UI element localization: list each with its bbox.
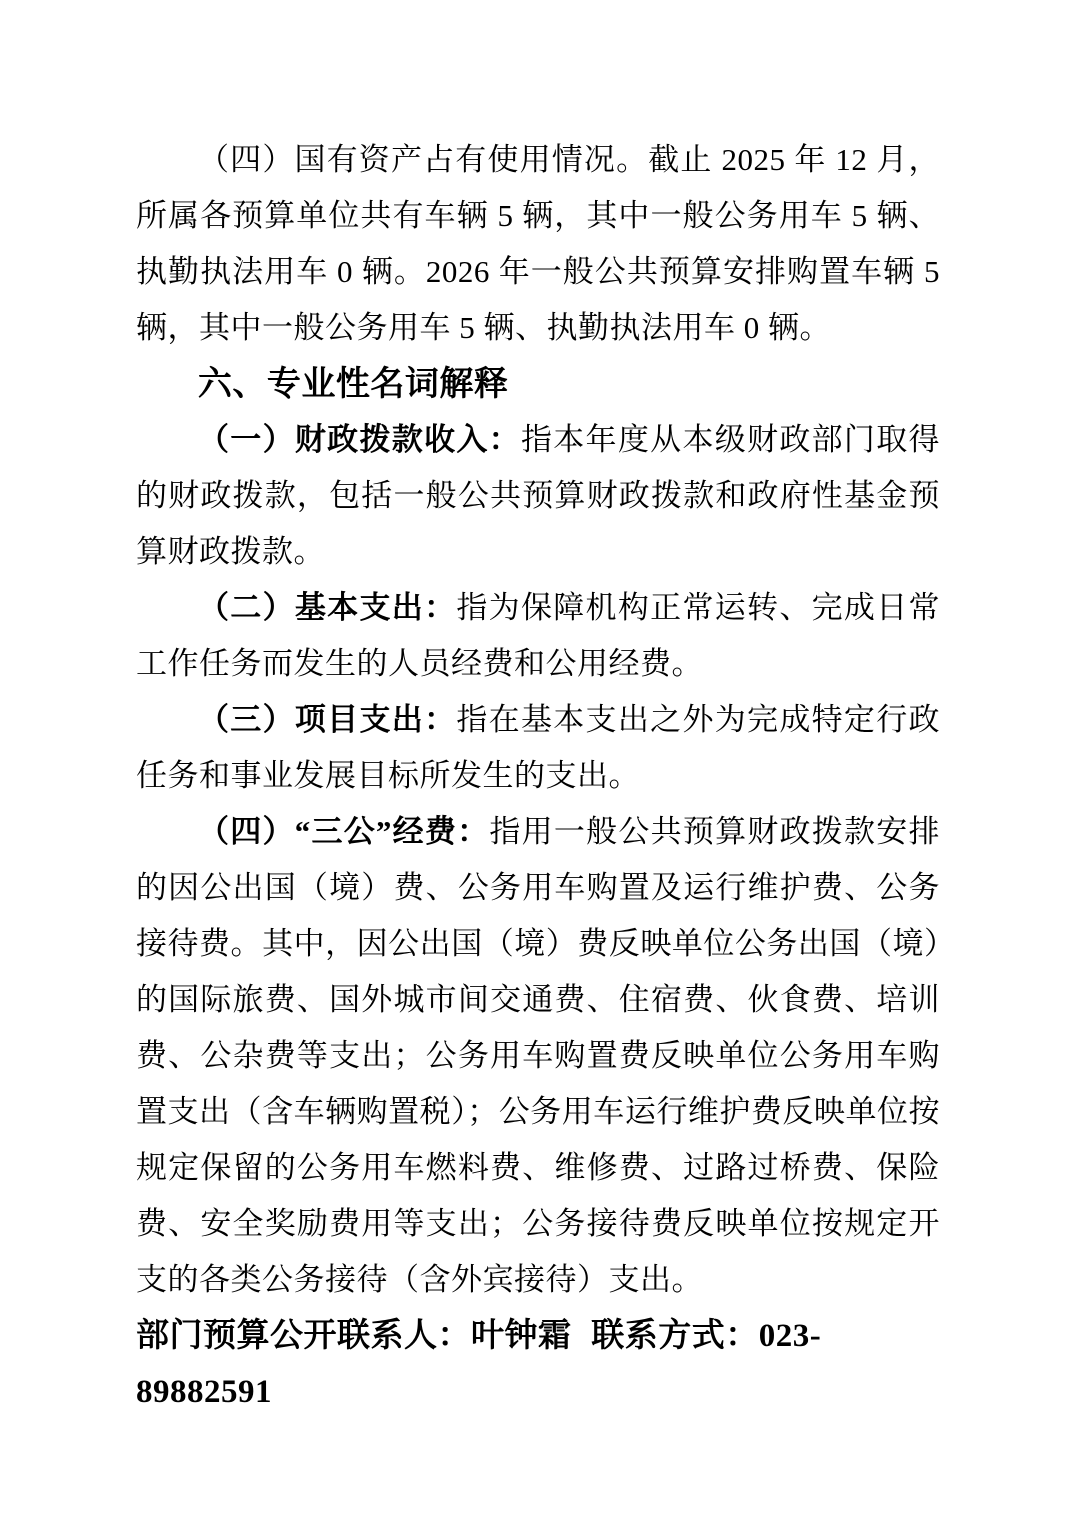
definition-basic-expenditure: [136, 580, 940, 692]
contact-label: 部门预算公开联系人：: [136, 1318, 471, 1354]
definition-term: （一）财政拨款收入：: [198, 422, 521, 457]
definition-text: 指为保障机构正常运转、完成日常工作任务而发生的人员经费和公用经费。: [136, 590, 941, 681]
definition-three-public-funds: [136, 804, 940, 1308]
definition-term: （四）“三公”经费：: [198, 814, 490, 849]
paragraph-asset-usage: [136, 132, 940, 356]
section-heading-terminology: 六、专业性名词解释: [197, 365, 509, 403]
definition-text: 指本年度从本级财政部门取得的财政拨款，包括一般公共预算财政拨款和政府性基金预算财政拨款。: [136, 422, 941, 569]
contact-method-label: 联系方式：: [591, 1318, 759, 1354]
definition-text: 指用一般公共预算财政拨款安排的因公出国（境）费、公务用车购置及运行维护费、公务接待费。其中，因公出国（境）费反映单位公务出国（境）的国际旅费、国外城市间交通费、住宿费、伙食费、培训费、公杂费等支出；公务用车购置费反映单位公务用车购置支出（含车辆购置税）；公务用车运行维护费反映单位按规定保留的公务用车燃料费、维修费、过路过桥费、保险费、安全奖励费用等支出；公务接待费反映单位按规定开支的各类公务接待（含外宾接待）支出。: [136, 814, 940, 1297]
contact-line: [136, 1308, 940, 1420]
contact-phone: 023-89882591: [136, 1318, 822, 1410]
definition-term: （三）项目支出：: [198, 702, 457, 737]
definition-fiscal-appropriation-income: [136, 412, 940, 580]
definition-term: （二）基本支出：: [198, 590, 457, 625]
definition-text: 指在基本支出之外为完成特定行政任务和事业发展目标所发生的支出。: [136, 702, 941, 793]
definition-project-expenditure: [136, 692, 940, 804]
contact-name: 叶钟霜: [471, 1318, 572, 1354]
paragraph-asset-usage-text: （四）国有资产占有使用情况。截止 2025 年 12 月，所属各预算单位共有车辆 5 辆，其中一般公务用车 5 辆、执勤执法用车 0 辆。2026 年一般公共预算安排购置车辆 5 辆，其中一般公务用车 5 辆、执勤执法用车 0 辆。: [136, 142, 940, 345]
